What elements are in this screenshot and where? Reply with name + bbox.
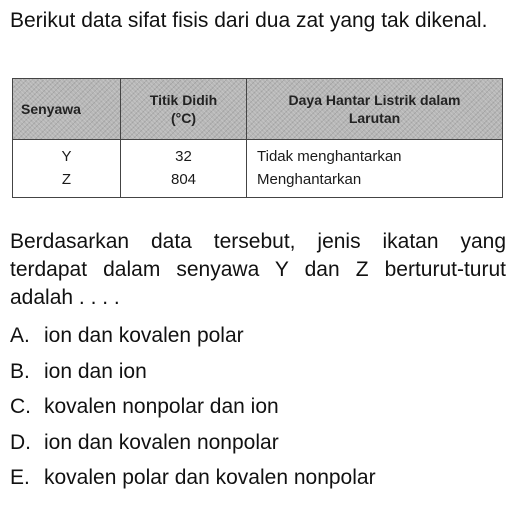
table-row xyxy=(13,140,503,198)
intro-text: Berikut data sifat fisis dari dua zat yang tak dikenal. xyxy=(10,9,488,32)
option-text: ion dan ion xyxy=(44,359,147,383)
header-titik-didih xyxy=(121,79,247,140)
daya-hantar-y: Tidak menghantarkan xyxy=(257,148,402,165)
option-letter: C. xyxy=(10,395,31,418)
question-text: Berdasarkan data tersebut, jenis ikatan yang terdapat dalam senyawa Y dan Z berturut-turut adalah . . . . xyxy=(10,230,506,309)
answer-options xyxy=(10,322,506,500)
table-header-row xyxy=(13,79,503,140)
header-titik-didih-line2: (°C) xyxy=(170,110,197,126)
senyawa-y: Y xyxy=(61,148,72,165)
header-senyawa: Senyawa xyxy=(13,79,121,140)
option-letter: B. xyxy=(10,359,30,383)
option-b[interactable] xyxy=(10,358,506,394)
header-daya-hantar-line2: Larutan xyxy=(348,110,401,126)
option-e[interactable] xyxy=(10,464,506,500)
option-d[interactable] xyxy=(10,429,506,465)
option-text: ion dan kovalen polar xyxy=(44,324,244,347)
option-text: kovalen polar dan kovalen nonpolar xyxy=(44,466,376,489)
titik-didih-z: 804 xyxy=(170,171,197,188)
data-table xyxy=(12,78,503,198)
senyawa-z: Z xyxy=(61,171,72,188)
option-a[interactable] xyxy=(10,322,506,358)
option-c[interactable] xyxy=(10,393,506,429)
header-titik-didih-line1: Titik Didih xyxy=(149,92,218,108)
option-letter: A. xyxy=(10,324,30,347)
option-letter: D. xyxy=(10,430,31,454)
option-text: kovalen nonpolar dan ion xyxy=(44,395,279,418)
header-daya-hantar-line1: Daya Hantar Listrik dalam xyxy=(288,92,461,108)
daya-hantar-z: Menghantarkan xyxy=(257,171,362,188)
senyawa-cell xyxy=(13,140,121,198)
titik-didih-y: 32 xyxy=(175,148,192,165)
option-text: ion dan kovalen nonpolar xyxy=(44,430,279,454)
daya-hantar-cell xyxy=(247,140,503,198)
titik-didih-cell xyxy=(121,140,247,198)
header-daya-hantar xyxy=(247,79,503,140)
option-letter: E. xyxy=(10,466,30,489)
